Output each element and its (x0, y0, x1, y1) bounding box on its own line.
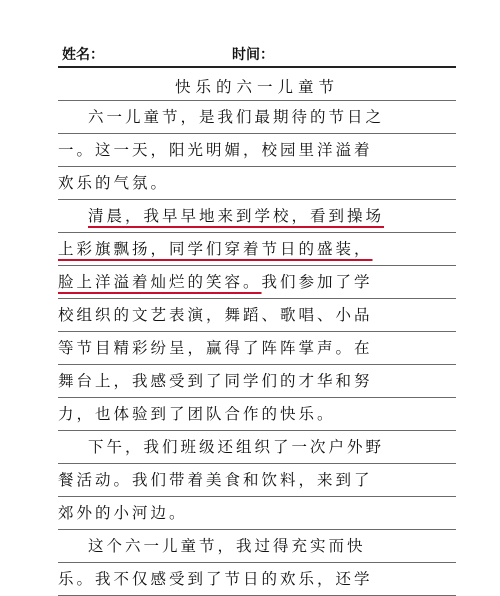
essay-line-text (58, 299, 373, 331)
name-label: 姓名： (62, 47, 104, 63)
phrase: 我们参加了学 (261, 273, 373, 291)
essay-line (58, 398, 456, 431)
essay-line (58, 497, 456, 530)
phrase: 舞台上，我感受到了同学们的才华和努 (58, 372, 373, 390)
phrase: 下午，我们班级还组织了一次户外野 (88, 438, 385, 456)
essay-line-text (58, 530, 366, 562)
essay-line (58, 332, 456, 365)
phrase: 校组织的文艺表演，舞蹈、歌唱、小品 (58, 306, 373, 324)
essay-line (58, 530, 456, 563)
essay-line-text (58, 398, 336, 430)
essay-line (58, 464, 456, 497)
essay-line-text (58, 365, 373, 397)
phrase: 欢乐的气氛。 (58, 174, 170, 192)
essay-line-text (58, 332, 373, 364)
essay-line-text (58, 200, 384, 232)
essay-line (58, 200, 456, 233)
phrase: 力，也体验到了团队合作的快乐。 (58, 405, 336, 423)
essay-line (58, 167, 456, 200)
phrase: 餐活动。我们带着美食和饮料，来到了 (58, 471, 373, 489)
essay-line-text (58, 101, 384, 133)
essay-line (58, 134, 456, 167)
essay-line (58, 299, 456, 332)
time-label: 时间： (232, 47, 274, 63)
worksheet-header (62, 44, 462, 64)
phrase: 六一儿童节，是我们最期待的节日之 (88, 108, 385, 126)
essay-line (58, 233, 456, 266)
essay-title: 快乐的六一儿童节 (58, 76, 456, 101)
essay-line (58, 431, 456, 464)
underlined-phrase: 上彩旗飘扬，同学们穿着节日的盛装， (58, 240, 373, 258)
header-rule (58, 66, 456, 68)
essay-line-text (58, 563, 373, 595)
essay-line-text (58, 233, 373, 265)
essay-line (58, 266, 456, 299)
phrase: 乐。我不仅感受到了节日的欢乐，还学 (58, 570, 373, 588)
essay-line (58, 563, 456, 596)
essay-line-text (58, 134, 373, 166)
underlined-phrase: 清晨，我早早地来到学校，看到操场 (88, 207, 385, 225)
phrase: 郊外的小河边。 (58, 504, 188, 522)
underlined-phrase: 脸上洋溢着灿烂的笑容。 (58, 273, 262, 291)
lined-paper (58, 76, 456, 596)
essay-line-text (58, 497, 188, 529)
essay-line-text (58, 464, 373, 496)
essay-line-text (58, 167, 169, 199)
phrase: 一。这一天，阳光明媚，校园里洋溢着 (58, 141, 373, 159)
essay-line-text (58, 266, 373, 298)
phrase: 等节目精彩纷呈，赢得了阵阵掌声。在 (58, 339, 373, 357)
essay-line (58, 365, 456, 398)
phrase: 这个六一儿童节，我过得充实而快 (88, 537, 366, 555)
essay-line-text (58, 431, 384, 463)
essay-line (58, 101, 456, 134)
